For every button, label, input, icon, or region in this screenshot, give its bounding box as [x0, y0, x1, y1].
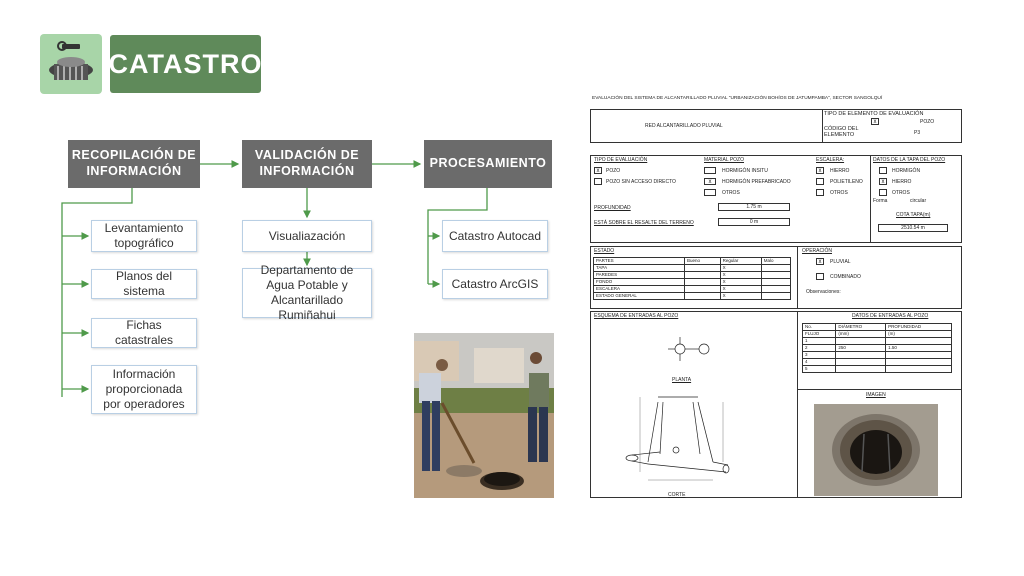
item-levantamiento: Levantamiento topográfico	[91, 220, 197, 252]
planta-label: PLANTA	[672, 377, 692, 383]
op-opt-combinado: COMBINADO	[830, 274, 861, 280]
estado-cell: FONDO	[594, 279, 685, 286]
esquema-planta-drawing	[650, 334, 720, 364]
te-opt-pozo: POZO	[606, 168, 621, 174]
esc-opt-otros: OTROS	[830, 190, 848, 196]
tapa-opt-hierro: HIERRO	[892, 179, 912, 185]
mp-opt-otros: OTROS	[722, 190, 740, 196]
step-validacion: VALIDACIÓN DE INFORMACIÓN	[242, 140, 372, 188]
item-visualizacion: Visualiazación	[242, 220, 372, 252]
mp-opt-prefabricado: HORMIGÓN PREFABRICADO	[722, 179, 791, 185]
field-work-photo	[414, 333, 554, 498]
esc-opt-polietileno: POLIETILENO	[830, 179, 863, 185]
te-opt-sin-acceso: POZO SIN ACCESO DIRECTO	[606, 179, 676, 185]
pozo-label: POZO	[920, 119, 935, 125]
tipo-elemento-label: TIPO DE ELEMENTO DE EVALUACIÓN	[824, 111, 924, 117]
de-header: No.	[803, 324, 836, 331]
de-cell: 250	[836, 345, 886, 352]
estado-header: Bueno	[684, 258, 720, 265]
datos-entradas-table	[802, 323, 952, 373]
estado-cell: X	[720, 272, 761, 279]
estado-cell: X	[720, 279, 761, 286]
estado-cell: ESCALERA	[594, 286, 685, 293]
cota-value: 2510.54 m	[878, 224, 948, 232]
corte-label: CORTE	[668, 492, 686, 498]
esquema-corte-drawing	[618, 392, 748, 488]
item-planos: Planos del sistema	[91, 269, 197, 299]
item-fichas: Fichas catastrales	[91, 318, 197, 348]
mp-opt-insitu: HORMIGÓN INSITU	[722, 168, 768, 174]
resalte-value: 0 m	[718, 218, 790, 226]
estado-table	[593, 257, 791, 300]
estado-cell: PAREDES	[594, 272, 685, 279]
esquema-label: ESQUEMA DE ENTRADAS AL POZO	[594, 313, 679, 319]
material-pozo-label: MATERIAL POZO	[704, 157, 745, 163]
de-cell: 3	[803, 352, 836, 359]
de-cell: 1	[803, 338, 836, 345]
manhole-photo	[814, 404, 938, 496]
item-departamento-agua: Departamento de Agua Potable y Alcantarillado Rumiñahui	[242, 268, 372, 318]
datos-entradas-label: DATOS DE ENTRADAS AL POZO	[852, 313, 929, 319]
de-header: PROFUNDIDAD	[886, 324, 952, 331]
tapa-opt-hormigon: HORMIGÓN	[892, 168, 921, 174]
de-cell: 1.50	[886, 345, 952, 352]
de-subheader: (m)	[886, 331, 952, 338]
item-catastro-autocad: Catastro Autocad	[442, 220, 548, 252]
tapa-opt-otros: OTROS	[892, 190, 910, 196]
forma-value: circular	[910, 198, 927, 204]
estado-header: PARTES	[594, 258, 685, 265]
de-header: DIÁMETRO	[836, 324, 886, 331]
estado-label: ESTADO	[594, 248, 615, 254]
estado-cell: ESTADO GENERAL	[594, 293, 685, 300]
estado-cell: X	[720, 286, 761, 293]
forma-label: Forma	[873, 198, 888, 204]
step-recopilacion: RECOPILACIÓN DE INFORMACIÓN	[68, 140, 200, 188]
tipo-evaluacion-label: TIPO DE EVALUACIÓN	[594, 157, 648, 163]
step-procesamiento: PROCESAMIENTO	[424, 140, 552, 188]
op-opt-pluvial: PLUVIAL	[830, 259, 851, 265]
estado-cell: X	[720, 265, 761, 272]
de-cell: 5	[803, 366, 836, 373]
cota-label: COTA TAPA(m)	[896, 212, 931, 218]
operacion-label: OPERACIÓN	[802, 248, 833, 254]
ficha-catastral-form: EVALUACIÓN DEL SISTEMA DE ALCANTARILLADO PLUVIAL "URBANIZACIÓN BOHÍOS DE JATUMPAMBA", SECTOR SANGOLQUÍ RED ALCANTARILLADO PLUVIAL TIPO DE ELEMENTO DE EVALUACIÓN x POZO CÓDIGO DEL ELEMENTO P3 TIPO DE EVALUACIÓN x POZO POZO SIN ACCESO DIRECTO MATERIAL POZO HORMIGÓN INSITU x HORMIGÓN PREFABRICADO OTROS ESCALERA: x HIERRO POLIETILENO OTROS DATOS DE LA TAPA DEL POZO HORMIGÓN x HIERRO OTROS Forma circular COTA TAPA(m) 2510.54 m PROFUNDIDAD 1.75 m ESTÁ SOBRE EL RESALTE DEL TERRENO 0 m ESTADO PARTES Bueno Regular Malo TAPA X PAREDES X FONDO X ESCALERA X ESTADO GENERAL X OPERACIÓN x PLUVIAL COMBINADO Observaciones: ESQUEMA DE ENTRADAS AL POZO PLANTA CORTE DATOS DE ENTRADAS AL POZO No. DIÁMETRO PROFUNDIDAD FLUJO (mm) (m) 1 2 250 1.50 3 4 5 IMAGEN	[590, 96, 962, 498]
item-catastro-arcgis: Catastro ArcGIS	[442, 269, 548, 299]
de-subheader: FLUJO	[803, 331, 836, 338]
estado-header: Regular	[720, 258, 761, 265]
de-cell: 2	[803, 345, 836, 352]
red-label: RED ALCANTARILLADO PLUVIAL	[645, 123, 723, 129]
imagen-label: IMAGEN	[866, 392, 886, 398]
escalera-label: ESCALERA:	[816, 157, 845, 163]
estado-header: Malo	[761, 258, 790, 265]
de-cell: 4	[803, 359, 836, 366]
observaciones-label: Observaciones:	[806, 289, 841, 295]
de-subheader: (mm)	[836, 331, 886, 338]
profundidad-value: 1.75 m	[718, 203, 790, 211]
estado-cell: TAPA	[594, 265, 685, 272]
datos-tapa-label: DATOS DE LA TAPA DEL POZO	[873, 157, 946, 163]
form-heading: EVALUACIÓN DEL SISTEMA DE ALCANTARILLADO PLUVIAL "URBANIZACIÓN BOHÍOS DE JATUMPAMBA", SECTOR SANGOLQUÍ	[592, 96, 883, 101]
pozo-checkbox: x	[871, 118, 879, 125]
item-informacion-operadores: Información proporcionada por operadores	[91, 365, 197, 414]
codigo-value: P3	[914, 130, 921, 136]
esc-opt-hierro: HIERRO	[830, 168, 850, 174]
estado-cell: X	[720, 293, 761, 300]
profundidad-label: PROFUNDIDAD	[594, 205, 631, 211]
resalte-label: ESTÁ SOBRE EL RESALTE DEL TERRENO	[594, 220, 694, 226]
page-title: CATASTRO	[110, 35, 261, 93]
codigo-label: CÓDIGO DEL ELEMENTO	[824, 126, 859, 138]
